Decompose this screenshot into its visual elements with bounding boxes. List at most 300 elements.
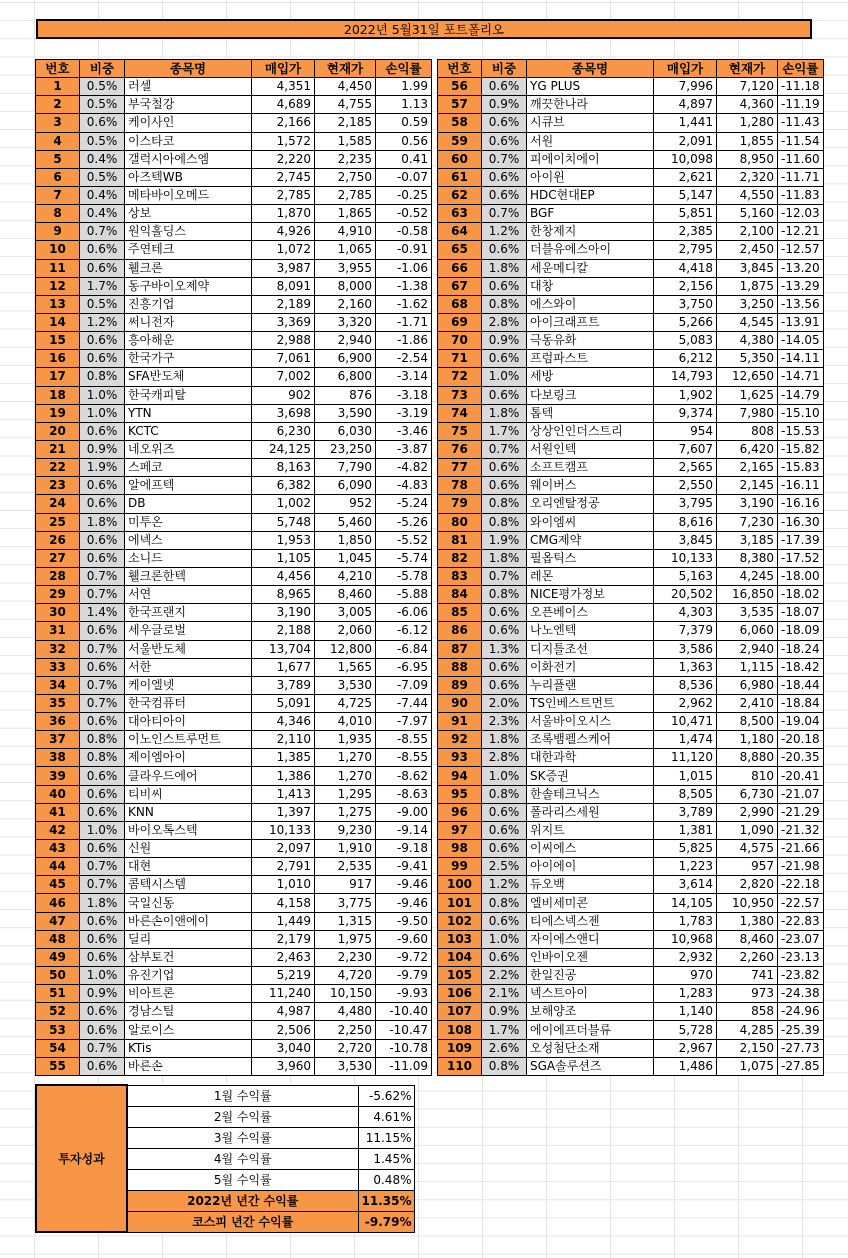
row-buy-price: 7,607 <box>654 440 717 458</box>
row-return: -0.25 <box>376 186 432 204</box>
row-stock-name: YTN <box>125 404 252 422</box>
row-buy-price: 5,266 <box>654 313 717 331</box>
row-weight: 0.5% <box>80 168 125 186</box>
row-stock-name: 경남스틸 <box>125 1003 252 1021</box>
row-weight: 0.6% <box>80 477 125 495</box>
table-row <box>438 422 824 440</box>
row-weight: 0.7% <box>80 223 125 241</box>
annual-return-value: 11.35% <box>358 1190 415 1211</box>
row-current-price: 858 <box>717 1003 778 1021</box>
row-current-price: 5,350 <box>717 350 778 368</box>
row-buy-price: 2,565 <box>654 459 717 477</box>
row-current-price: 7,790 <box>315 459 376 477</box>
row-buy-price: 2,550 <box>654 477 717 495</box>
row-buy-price: 10,133 <box>654 549 717 567</box>
row-stock-name: 이씨에스 <box>527 840 654 858</box>
row-number: 89 <box>438 676 482 694</box>
row-stock-name: 상상인인더스트리 <box>527 422 654 440</box>
row-weight: 0.6% <box>80 658 125 676</box>
row-return: -27.73 <box>778 1039 824 1057</box>
row-current-price: 16,850 <box>717 586 778 604</box>
row-buy-price: 7,002 <box>252 368 315 386</box>
table-row <box>438 767 824 785</box>
row-stock-name: 부국철강 <box>125 96 252 114</box>
row-stock-name: 세운메디칼 <box>527 259 654 277</box>
table-row <box>36 168 432 186</box>
row-return: -12.03 <box>778 205 824 223</box>
row-return: -7.09 <box>376 676 432 694</box>
table-row <box>36 368 432 386</box>
row-current-price: 4,360 <box>717 96 778 114</box>
row-weight: 0.6% <box>482 840 527 858</box>
row-stock-name: 한국프랜지 <box>125 604 252 622</box>
row-buy-price: 1,783 <box>654 912 717 930</box>
row-current-price: 2,450 <box>717 241 778 259</box>
row-current-price: 1,585 <box>315 132 376 150</box>
table-row <box>36 930 432 948</box>
table-row <box>438 785 824 803</box>
row-weight: 0.6% <box>80 549 125 567</box>
row-buy-price: 9,374 <box>654 404 717 422</box>
row-buy-price: 20,502 <box>654 586 717 604</box>
row-current-price: 1,180 <box>717 731 778 749</box>
row-stock-name: 알로이스 <box>125 1021 252 1039</box>
row-stock-name: 유진기업 <box>125 967 252 985</box>
row-number: 57 <box>438 96 482 114</box>
row-return: -9.46 <box>376 894 432 912</box>
row-current-price: 2,230 <box>315 948 376 966</box>
row-return: -5.52 <box>376 531 432 549</box>
row-stock-name: 톱텍 <box>527 404 654 422</box>
row-number: 92 <box>438 731 482 749</box>
row-stock-name: 콤텍시스템 <box>125 876 252 894</box>
col-header-stock-name: 종목명 <box>125 60 252 78</box>
row-number: 46 <box>36 894 80 912</box>
row-buy-price: 3,960 <box>252 1057 315 1075</box>
row-buy-price: 1,015 <box>654 767 717 785</box>
kospi-return-value: -9.79% <box>358 1211 415 1232</box>
row-buy-price: 7,061 <box>252 350 315 368</box>
table-row <box>36 332 432 350</box>
row-weight: 0.6% <box>80 1003 125 1021</box>
row-buy-price: 11,120 <box>654 749 717 767</box>
row-number: 30 <box>36 604 80 622</box>
row-stock-name: KTis <box>125 1039 252 1057</box>
row-buy-price: 4,351 <box>252 78 315 96</box>
row-current-price: 2,165 <box>717 459 778 477</box>
performance-header: 투자성과 <box>36 1085 127 1232</box>
row-buy-price: 2,506 <box>252 1021 315 1039</box>
row-buy-price: 2,988 <box>252 332 315 350</box>
row-buy-price: 5,728 <box>654 1021 717 1039</box>
row-weight: 2.6% <box>482 1039 527 1057</box>
row-stock-name: 알에프텍 <box>125 477 252 495</box>
table-row <box>438 114 824 132</box>
table-row <box>36 948 432 966</box>
row-buy-price: 4,926 <box>252 223 315 241</box>
row-number: 37 <box>36 731 80 749</box>
table-row <box>438 440 824 458</box>
row-weight: 1.0% <box>482 767 527 785</box>
row-buy-price: 10,098 <box>654 150 717 168</box>
row-stock-name: 소니드 <box>125 549 252 567</box>
annual-return-label: 2022년 년간 수익률 <box>127 1190 358 1211</box>
row-current-price: 1,275 <box>315 803 376 821</box>
row-stock-name: BGF <box>527 205 654 223</box>
row-weight: 0.8% <box>80 368 125 386</box>
row-current-price: 12,800 <box>315 640 376 658</box>
row-number: 34 <box>36 676 80 694</box>
row-stock-name: 서울반도체 <box>125 640 252 658</box>
month-1-label: 1월 수익률 <box>127 1085 358 1106</box>
row-buy-price: 4,987 <box>252 1003 315 1021</box>
row-number: 23 <box>36 477 80 495</box>
portfolio-table-left <box>35 59 432 1076</box>
table-row <box>36 658 432 676</box>
table-row <box>36 132 432 150</box>
row-stock-name: 상보 <box>125 205 252 223</box>
row-stock-name: 바이오톡스텍 <box>125 821 252 839</box>
col-header-buy-price: 매입가 <box>252 60 315 78</box>
row-buy-price: 2,967 <box>654 1039 717 1057</box>
row-number: 47 <box>36 912 80 930</box>
row-number: 73 <box>438 386 482 404</box>
row-weight: 0.6% <box>482 658 527 676</box>
row-current-price: 1,065 <box>315 241 376 259</box>
row-buy-price: 5,091 <box>252 694 315 712</box>
row-return: -3.46 <box>376 422 432 440</box>
row-return: -22.18 <box>778 876 824 894</box>
row-return: -10.40 <box>376 1003 432 1021</box>
row-return: -16.30 <box>778 513 824 531</box>
row-return: 1.99 <box>376 78 432 96</box>
row-weight: 0.6% <box>80 495 125 513</box>
table-row <box>438 168 824 186</box>
row-number: 41 <box>36 803 80 821</box>
row-weight: 0.7% <box>482 440 527 458</box>
row-return: -21.98 <box>778 858 824 876</box>
row-return: -24.96 <box>778 1003 824 1021</box>
row-current-price: 4,720 <box>315 967 376 985</box>
row-number: 5 <box>36 150 80 168</box>
row-weight: 0.6% <box>482 132 527 150</box>
row-current-price: 2,410 <box>717 694 778 712</box>
row-stock-name: 한일진공 <box>527 967 654 985</box>
row-return: -15.82 <box>778 440 824 458</box>
row-weight: 0.6% <box>482 912 527 930</box>
row-buy-price: 2,463 <box>252 948 315 966</box>
row-number: 100 <box>438 876 482 894</box>
row-stock-name: 폴라리스세원 <box>527 803 654 821</box>
row-return: -11.60 <box>778 150 824 168</box>
row-weight: 1.0% <box>482 930 527 948</box>
table-row <box>36 604 432 622</box>
row-stock-name: 에스와이 <box>527 295 654 313</box>
table-row <box>438 840 824 858</box>
row-buy-price: 5,147 <box>654 186 717 204</box>
row-stock-name: 대아티아이 <box>125 713 252 731</box>
row-weight: 0.6% <box>80 803 125 821</box>
row-return: -14.11 <box>778 350 824 368</box>
row-number: 45 <box>36 876 80 894</box>
row-stock-name: 주연테크 <box>125 241 252 259</box>
row-buy-price: 1,441 <box>654 114 717 132</box>
row-number: 55 <box>36 1057 80 1075</box>
row-weight: 0.6% <box>80 422 125 440</box>
table-row <box>438 223 824 241</box>
row-number: 8 <box>36 205 80 223</box>
col-header-weight: 비중 <box>482 60 527 78</box>
row-number: 15 <box>36 332 80 350</box>
row-weight: 0.6% <box>80 1021 125 1039</box>
row-number: 40 <box>36 785 80 803</box>
row-stock-name: 아즈텍WB <box>125 168 252 186</box>
row-stock-name: 휄크론한텍 <box>125 567 252 585</box>
row-current-price: 3,955 <box>315 259 376 277</box>
row-weight: 0.5% <box>80 295 125 313</box>
row-return: -18.24 <box>778 640 824 658</box>
row-return: -18.42 <box>778 658 824 676</box>
row-weight: 0.8% <box>482 495 527 513</box>
row-weight: 0.6% <box>80 241 125 259</box>
table-row <box>438 513 824 531</box>
row-number: 103 <box>438 930 482 948</box>
row-weight: 0.5% <box>80 96 125 114</box>
row-return: -23.07 <box>778 930 824 948</box>
table-row <box>438 731 824 749</box>
row-number: 86 <box>438 622 482 640</box>
row-number: 74 <box>438 404 482 422</box>
row-stock-name: 이노인스트루먼트 <box>125 731 252 749</box>
row-return: -18.84 <box>778 694 824 712</box>
row-return: -9.18 <box>376 840 432 858</box>
row-current-price: 4,245 <box>717 567 778 585</box>
row-weight: 0.6% <box>80 785 125 803</box>
row-return: -9.72 <box>376 948 432 966</box>
row-weight: 0.9% <box>482 332 527 350</box>
row-number: 13 <box>36 295 80 313</box>
row-number: 60 <box>438 150 482 168</box>
row-weight: 0.9% <box>80 985 125 1003</box>
row-current-price: 1,875 <box>717 277 778 295</box>
row-return: -1.86 <box>376 332 432 350</box>
row-return: -1.62 <box>376 295 432 313</box>
row-weight: 0.9% <box>482 1003 527 1021</box>
table-row <box>36 586 432 604</box>
row-current-price: 4,380 <box>717 332 778 350</box>
row-number: 69 <box>438 313 482 331</box>
row-buy-price: 970 <box>654 967 717 985</box>
row-stock-name: YG PLUS <box>527 78 654 96</box>
row-current-price: 2,250 <box>315 1021 376 1039</box>
row-buy-price: 1,072 <box>252 241 315 259</box>
table-row <box>36 513 432 531</box>
row-return: -1.38 <box>376 277 432 295</box>
row-number: 56 <box>438 78 482 96</box>
row-current-price: 1,090 <box>717 821 778 839</box>
row-current-price: 2,150 <box>717 1039 778 1057</box>
row-stock-name: 서울바이오시스 <box>527 713 654 731</box>
row-buy-price: 2,189 <box>252 295 315 313</box>
row-buy-price: 2,621 <box>654 168 717 186</box>
row-weight: 0.4% <box>80 150 125 168</box>
row-return: -3.18 <box>376 386 432 404</box>
table-row <box>438 676 824 694</box>
table-row <box>438 858 824 876</box>
row-return: -25.39 <box>778 1021 824 1039</box>
row-weight: 0.7% <box>482 567 527 585</box>
row-buy-price: 8,505 <box>654 785 717 803</box>
row-stock-name: 나노엔텍 <box>527 622 654 640</box>
row-weight: 0.5% <box>80 78 125 96</box>
table-row <box>36 967 432 985</box>
table-row <box>438 1057 824 1075</box>
row-buy-price: 3,750 <box>654 295 717 313</box>
row-stock-name: 조록뱀펠스케어 <box>527 731 654 749</box>
row-buy-price: 1,397 <box>252 803 315 821</box>
row-current-price: 1,855 <box>717 132 778 150</box>
row-current-price: 1,380 <box>717 912 778 930</box>
row-buy-price: 6,230 <box>252 422 315 440</box>
row-stock-name: 한창제지 <box>527 223 654 241</box>
row-return: -15.83 <box>778 459 824 477</box>
table-row <box>36 858 432 876</box>
table-row <box>438 586 824 604</box>
table-row <box>438 386 824 404</box>
row-number: 44 <box>36 858 80 876</box>
row-buy-price: 8,091 <box>252 277 315 295</box>
row-return: -14.79 <box>778 386 824 404</box>
row-number: 1 <box>36 78 80 96</box>
table-row <box>438 132 824 150</box>
row-stock-name: 바른손 <box>125 1057 252 1075</box>
table-row <box>438 459 824 477</box>
row-return: -12.57 <box>778 241 824 259</box>
month-3-value: 11.15% <box>358 1127 415 1148</box>
row-buy-price: 4,456 <box>252 567 315 585</box>
row-number: 6 <box>36 168 80 186</box>
row-number: 85 <box>438 604 482 622</box>
row-buy-price: 3,369 <box>252 313 315 331</box>
row-stock-name: 케이사인 <box>125 114 252 132</box>
table-row <box>36 894 432 912</box>
table-row <box>36 477 432 495</box>
row-current-price: 1,975 <box>315 930 376 948</box>
row-stock-name: 제이엠아이 <box>125 749 252 767</box>
row-number: 106 <box>438 985 482 1003</box>
row-number: 91 <box>438 713 482 731</box>
row-return: -3.87 <box>376 440 432 458</box>
row-number: 108 <box>438 1021 482 1039</box>
row-current-price: 3,190 <box>717 495 778 513</box>
row-current-price: 4,450 <box>315 78 376 96</box>
table-row <box>438 694 824 712</box>
row-number: 95 <box>438 785 482 803</box>
row-weight: 0.4% <box>80 205 125 223</box>
row-current-price: 1,565 <box>315 658 376 676</box>
row-weight: 0.6% <box>482 78 527 96</box>
row-number: 102 <box>438 912 482 930</box>
row-weight: 2.8% <box>482 313 527 331</box>
row-stock-name: 서연 <box>125 586 252 604</box>
table-row <box>36 186 432 204</box>
row-return: -11.09 <box>376 1057 432 1075</box>
row-current-price: 1,850 <box>315 531 376 549</box>
col-header-return: 손익률 <box>778 60 824 78</box>
row-current-price: 3,775 <box>315 894 376 912</box>
col-header-current-price: 현재가 <box>315 60 376 78</box>
row-current-price: 7,230 <box>717 513 778 531</box>
table-row <box>438 332 824 350</box>
row-weight: 2.1% <box>482 985 527 1003</box>
table-row <box>438 749 824 767</box>
row-return: -4.82 <box>376 459 432 477</box>
row-buy-price: 8,965 <box>252 586 315 604</box>
row-number: 38 <box>36 749 80 767</box>
row-current-price: 12,650 <box>717 368 778 386</box>
row-buy-price: 1,385 <box>252 749 315 767</box>
row-return: -0.07 <box>376 168 432 186</box>
row-stock-name: 티에스넥스젠 <box>527 912 654 930</box>
row-number: 12 <box>36 277 80 295</box>
row-buy-price: 10,133 <box>252 821 315 839</box>
row-return: -11.43 <box>778 114 824 132</box>
table-row <box>36 150 432 168</box>
row-current-price: 8,460 <box>717 930 778 948</box>
row-weight: 1.0% <box>482 368 527 386</box>
row-weight: 1.8% <box>482 731 527 749</box>
row-number: 52 <box>36 1003 80 1021</box>
row-stock-name: 소프트캠프 <box>527 459 654 477</box>
row-buy-price: 2,188 <box>252 622 315 640</box>
row-current-price: 1,295 <box>315 785 376 803</box>
row-number: 28 <box>36 567 80 585</box>
table-row <box>36 241 432 259</box>
row-weight: 0.7% <box>80 586 125 604</box>
table-row <box>438 967 824 985</box>
row-number: 2 <box>36 96 80 114</box>
row-current-price: 7,120 <box>717 78 778 96</box>
row-stock-name: KCTC <box>125 422 252 440</box>
table-row <box>36 350 432 368</box>
row-current-price: 4,755 <box>315 96 376 114</box>
row-current-price: 6,030 <box>315 422 376 440</box>
row-buy-price: 2,795 <box>654 241 717 259</box>
row-buy-price: 2,179 <box>252 930 315 948</box>
row-current-price: 8,000 <box>315 277 376 295</box>
month-5-label: 5월 수익률 <box>127 1169 358 1190</box>
table-row <box>438 567 824 585</box>
row-number: 43 <box>36 840 80 858</box>
row-number: 66 <box>438 259 482 277</box>
row-current-price: 8,880 <box>717 749 778 767</box>
row-buy-price: 2,385 <box>654 223 717 241</box>
row-buy-price: 1,474 <box>654 731 717 749</box>
row-return: -0.91 <box>376 241 432 259</box>
row-stock-name: 네오위즈 <box>125 440 252 458</box>
row-buy-price: 1,002 <box>252 495 315 513</box>
row-weight: 1.8% <box>482 404 527 422</box>
table-row <box>36 495 432 513</box>
row-current-price: 1,045 <box>315 549 376 567</box>
row-number: 14 <box>36 313 80 331</box>
row-current-price: 2,940 <box>315 332 376 350</box>
row-weight: 2.8% <box>482 749 527 767</box>
row-weight: 0.6% <box>80 1057 125 1075</box>
table-row <box>36 440 432 458</box>
row-weight: 1.7% <box>482 1021 527 1039</box>
table-row <box>36 223 432 241</box>
